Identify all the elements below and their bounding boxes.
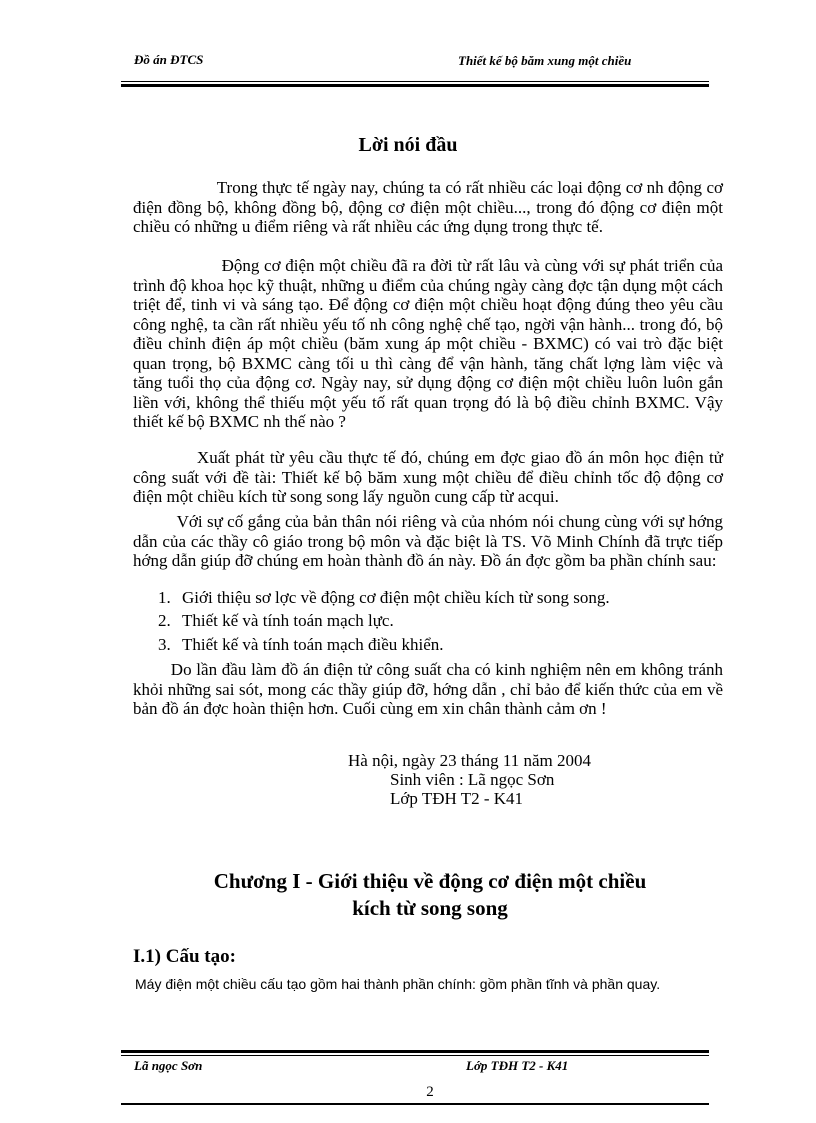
list-item-number: 2.: [158, 611, 171, 630]
header-right-title: Thiết kế bộ băm xung một chiều: [458, 53, 632, 68]
preface-paragraph-3: Xuất phát từ yêu cầu thực tế đó, chúng em đợc giao đồ án môn học điện tử công suất với đề tài: Thiết kế bộ băm xung một chiều để điều chỉnh tốc độ động cơ điện một chiều kích từ song song lấy nguồn cung cấp từ acqui.: [133, 448, 723, 506]
list-item-number: 3.: [158, 635, 171, 654]
list-item-text: Giới thiệu sơ lợc về động cơ điện một chiều kích từ song song.: [182, 588, 610, 607]
preface-title: Lời nói đầu: [358, 134, 458, 156]
section-body: Máy điện một chiều cấu tạo gồm hai thành phần chính: gồm phần tĩnh và phần quay.: [135, 976, 661, 992]
signature-class: Lớp TĐH T2 - K41: [390, 789, 524, 808]
list-item-text: Thiết kế và tính toán mạch điều khiển.: [182, 635, 444, 654]
chapter-title-line-2: kích từ song song: [352, 896, 508, 920]
list-item-number: 1.: [158, 588, 171, 607]
list-item: [158, 588, 610, 608]
header-rule-thin: [121, 81, 709, 82]
list-item: [158, 611, 394, 631]
header-rule-thick: [121, 84, 709, 87]
preface-paragraph-2: Động cơ điện một chiều đã ra đời từ rất lâu và cùng với sự phát triển của trình độ khoa học kỹ thuật, những u điểm của chúng ngày càng đợc tận dụng một cách triệt để, tinh vi và sáng tạo. Để động cơ điện một chiều hoạt động đúng theo yêu cầu công nghệ, ta cần rất nhiều yếu tố nh công nghệ chế tạo, ngời vận hành... trong đó, bộ điều chỉnh điện áp một chiều (băm xung áp một chiều - BXMC) có vai trò đặc biệt quan trọng, bộ BXMC càng tối u thì càng để vận hành, tăng chất lợng làm việc và tăng tuổi thọ của động cơ. Ngày nay, sử dụng động cơ điện một chiều luôn luôn gắn liền với, không thể thiếu một yếu tố rất quan trọng đó là bộ điều chỉnh BXMC. Vậy thiết kế bộ BXMC nh thế nào ?: [133, 256, 723, 431]
list-item: [158, 635, 444, 655]
signature-student: Sinh viên : Lã ngọc Sơn: [390, 770, 555, 789]
footer-class: Lớp TĐH T2 - K41: [466, 1058, 569, 1073]
preface-paragraph-4: Với sự cố gắng của bản thân nói riêng và của nhóm nói chung cùng với sự hớng dẫn của các thầy cô giáo trong bộ môn và đặc biệt là TS. Võ Minh Chính đã trực tiếp hớng dẫn giúp đỡ chúng em hoàn thành đồ án này. Đồ án đợc gồm ba phần chính sau:: [133, 512, 723, 570]
signature-date: Hà nội, ngày 23 tháng 11 năm 2004: [348, 751, 591, 770]
header-left-title: Đồ án ĐTCS: [134, 52, 204, 67]
footer-rule-thin: [121, 1055, 709, 1056]
chapter-title-line-1: Chương I - Giới thiệu về động cơ điện một chiều: [213, 869, 647, 893]
footer-rule-thick: [121, 1050, 709, 1053]
footer-bottom-rule: [121, 1103, 709, 1105]
preface-closing-paragraph: Do lần đầu làm đồ án điện tử công suất cha có kinh nghiệm nên em không tránh khỏi những sai sót, mong các thầy giúp đỡ, hớng dẫn , chỉ bảo để kiến thức của em về bản đồ án đợc hoàn thiện hơn. Cuối cùng em xin chân thành cảm ơn !: [133, 660, 723, 718]
list-item-text: Thiết kế và tính toán mạch lực.: [182, 611, 394, 630]
section-heading: I.1) Cấu tạo:: [133, 946, 236, 967]
page-number: 2: [426, 1084, 434, 1100]
preface-paragraph-1: Trong thực tế ngày nay, chúng ta có rất nhiều các loại động cơ nh động cơ điện đồng bộ, không đồng bộ, động cơ điện một chiều..., trong đó động cơ điện một chiều có những u điểm riêng và rất nhiều các ứng dụng trong thực tế.: [133, 178, 723, 236]
footer-author: Lã ngọc Sơn: [134, 1058, 203, 1073]
